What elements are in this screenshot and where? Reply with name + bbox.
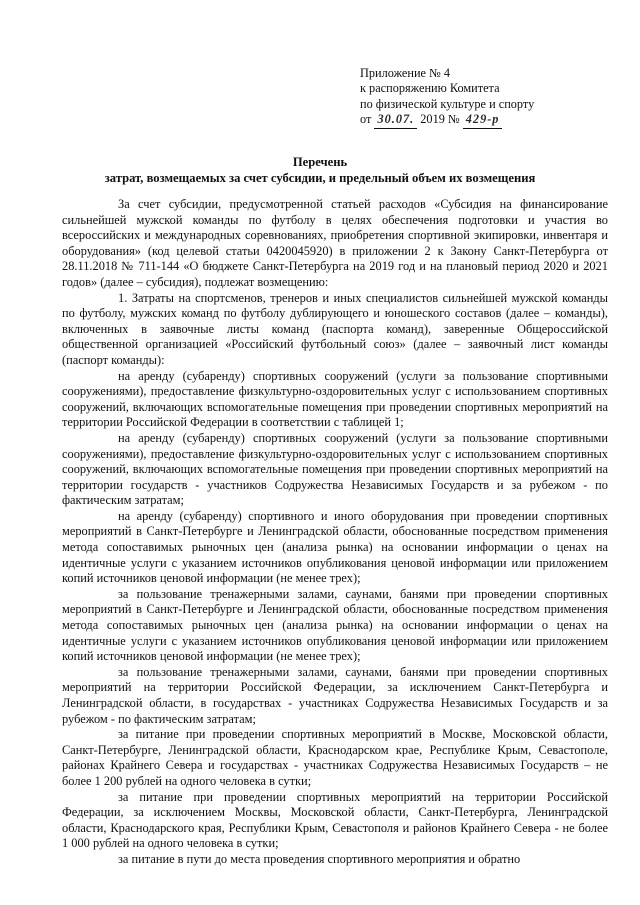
appendix-number: Приложение № 4 (360, 66, 451, 80)
paragraph: за питание при проведении спортивных мероприятий в Москве, Московской области, Санкт-Петербурге, Ленинградской области, Краснодарском крае, Республике Крым, Севастополе, районах Крайнего Севера и государствах - участниках Содружества Независимых Государств – не более 1 200 рублей на одного человека в сутки; (62, 727, 608, 788)
paragraph: За счет субсидии, предусмотренной статьей расходов «Субсидия на финансирование сильнейшей мужской команды по футболу в целях обеспечения подготовки и участия во всероссийских и международных соревнованиях, приобретения спортивной экипировки, инвентаря и оборудования» (код целевой статьи 0420045920) в приложении 2 к Закону Санкт-Петербурга от 28.11.2018 № 711-144 «О бюджете Санкт-Петербурга на 2019 год и на плановый период 2020 и 2021 годов» (далее – субсидия), подлежат возмещению: (62, 197, 608, 289)
appendix-order-ref: к распоряжению Комитета (360, 81, 500, 96)
paragraph: на аренду (субаренду) спортивного и иного оборудования при проведении спортивных мероприятий в Санкт-Петербурге и Ленинградской области, обоснованные посредством применения метода сопоставимых рыночных цен (анализа рынка) на основании информации о ценах на идентичные услуги с указанием источников опубликования ценовой информации или приложением копий источников ценовой информации (не менее трех); (62, 508, 608, 586)
paragraph: 1. Затраты на спортсменов, тренеров и иных специалистов сильнейшей мужской команды по футболу, мужских команд по футболу дублирующего и юношеского составов (далее – команды), включенных в заявочные листы команд (паспорта команд), заверенные Общероссийской общественной организацией «Российский футбольный союз» (далее – заявочный лист команды (паспорт команды): (62, 290, 608, 367)
document-title: Перечень (292, 155, 348, 169)
year-number-label: 2019 № (420, 112, 460, 127)
paragraph: на аренду (субаренду) спортивных сооружений (услуги за пользование спортивными сооружениями), предоставление физкультурно-оздоровительных услуг с использованием спортивных сооружений, включающих вспомогательные помещения при проведении спортивных мероприятий на территории Российской Федерации в соответствии с таблицей 1; (62, 368, 608, 430)
paragraph: за пользование тренажерными залами, саунами, банями при проведении спортивных мероприятий в Санкт-Петербурге и Ленинградской области, обоснованные посредством применения метода сопоставимых рыночных цен (анализа рынка) на основании информации о ценах на идентичные услуги с указанием источников опубликования ценовой информации или приложением копий источников ценовой информации (не менее трех); (62, 586, 608, 664)
handwritten-date: 30.07. (374, 112, 417, 128)
document-subtitle: затрат, возмещаемых за счет субсидии, и предельный объем их возмещения (104, 171, 536, 185)
paragraph: на аренду (субаренду) спортивных сооружений (услуги за пользование спортивными сооружениями), предоставление физкультурно-оздоровительных услуг с использованием спортивных сооружений, включающих вспомогательные помещения при проведении спортивных мероприятий на территории государств - участников Содружества Независимых Государств и за рубежом - по фактическим затратам; (62, 430, 608, 508)
handwritten-number: 429-р (463, 112, 503, 128)
appendix-header (360, 66, 534, 129)
appendix-committee: по физической культуре и спорту (360, 96, 535, 111)
paragraph: за питание в пути до места проведения спортивного мероприятия и обратно (118, 851, 521, 866)
paragraph: за пользование тренажерными залами, саунами, банями при проведении спортивных мероприятий на территории Российской Федерации, за исключением Санкт-Петербурга и Ленинградской области, в государствах - участниках Содружества Независимых Государств и за рубежом - по фактическим затратам; (62, 664, 608, 726)
paragraph: за питание при проведении спортивных мероприятий на территории Российской Федерации, за исключением Москвы, Московской области, Санкт-Петербурга, Ленинградской области, Краснодарского края, Республики Крым, Севастополя и районов Крайнего Севера - не более 1 000 рублей на одного человека в сутки; (62, 789, 608, 851)
appendix-date-line (360, 112, 534, 128)
date-prefix: от (360, 112, 372, 127)
document-body (62, 197, 608, 868)
